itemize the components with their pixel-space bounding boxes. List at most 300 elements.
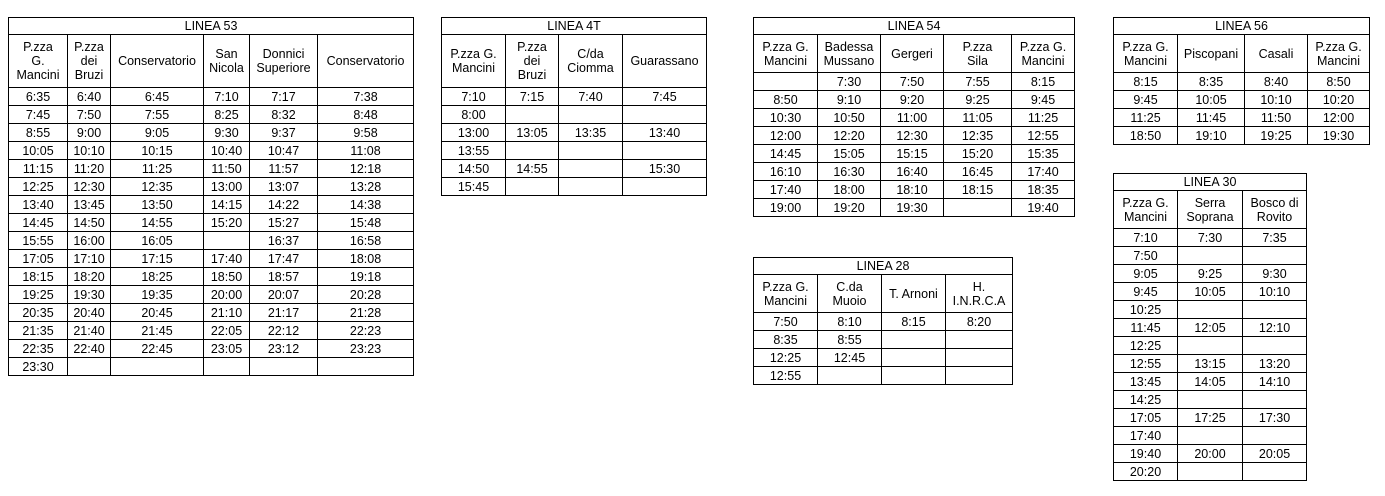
time-cell: 17:25 [1178, 409, 1243, 427]
time-cell: 12:18 [318, 160, 414, 178]
time-cell: 13:45 [1114, 373, 1178, 391]
time-cell [559, 142, 623, 160]
time-cell: 9:25 [944, 91, 1012, 109]
stop-header: Conservatorio [318, 35, 414, 88]
time-cell [559, 178, 623, 196]
time-cell: 8:15 [1012, 73, 1075, 91]
time-cell: 13:07 [250, 178, 318, 196]
table-row [1114, 337, 1307, 355]
time-cell: 12:05 [1178, 319, 1243, 337]
timetable-linea-53 [8, 17, 414, 376]
time-cell: 10:10 [1243, 283, 1307, 301]
time-cell: 12:25 [754, 349, 818, 367]
table-row [1114, 373, 1307, 391]
table-row [1114, 229, 1307, 247]
time-cell [204, 232, 250, 250]
table-row [9, 340, 414, 358]
time-cell: 7:10 [204, 88, 250, 106]
time-cell: 19:25 [9, 286, 68, 304]
time-cell: 11:20 [68, 160, 111, 178]
time-cell: 17:10 [68, 250, 111, 268]
time-cell: 20:00 [204, 286, 250, 304]
stop-header: P.zza G. Mancini [754, 275, 818, 313]
time-cell: 13:05 [506, 124, 559, 142]
time-cell: 19:10 [1178, 127, 1245, 145]
time-cell: 17:40 [1114, 427, 1178, 445]
time-cell: 8:50 [1308, 73, 1370, 91]
time-cell: 12:55 [1012, 127, 1075, 145]
table-row [9, 304, 414, 322]
table-row [1114, 445, 1307, 463]
stop-header: T. Arnoni [882, 275, 946, 313]
time-cell: 12:30 [68, 178, 111, 196]
timetable-linea-54 [753, 17, 1075, 217]
time-cell [818, 367, 882, 385]
time-cell [1243, 337, 1307, 355]
time-cell: 16:58 [318, 232, 414, 250]
time-cell: 16:10 [754, 163, 818, 181]
time-cell: 18:15 [944, 181, 1012, 199]
time-cell: 17:40 [204, 250, 250, 268]
time-cell: 7:45 [623, 88, 707, 106]
time-cell [559, 106, 623, 124]
table-row [1114, 355, 1307, 373]
time-cell: 13:35 [559, 124, 623, 142]
time-cell [1178, 463, 1243, 481]
table-row [442, 178, 707, 196]
table-row [1114, 463, 1307, 481]
table-title: LINEA 4T [442, 18, 707, 35]
table-row [442, 160, 707, 178]
table-row [1114, 127, 1370, 145]
time-cell: 18:35 [1012, 181, 1075, 199]
time-cell: 10:05 [1178, 91, 1245, 109]
time-cell: 10:30 [754, 109, 818, 127]
time-cell [1243, 463, 1307, 481]
stop-header: Conservatorio [111, 35, 204, 88]
time-cell: 20:20 [1114, 463, 1178, 481]
time-cell: 8:32 [250, 106, 318, 124]
table-row [754, 163, 1075, 181]
time-cell: 20:05 [1243, 445, 1307, 463]
time-cell: 8:25 [204, 106, 250, 124]
stop-header: Gergeri [881, 35, 944, 73]
time-cell: 10:50 [818, 109, 881, 127]
time-cell: 7:40 [559, 88, 623, 106]
time-cell: 8:20 [946, 313, 1013, 331]
time-cell: 12:20 [818, 127, 881, 145]
table-row [1114, 283, 1307, 301]
time-cell: 21:35 [9, 322, 68, 340]
time-cell: 22:45 [111, 340, 204, 358]
time-cell [1243, 391, 1307, 409]
time-cell: 15:55 [9, 232, 68, 250]
table-row [754, 349, 1013, 367]
time-cell: 14:45 [9, 214, 68, 232]
time-cell: 7:45 [9, 106, 68, 124]
timetable-linea-4t [441, 17, 707, 196]
time-cell: 16:00 [68, 232, 111, 250]
table-row [9, 286, 414, 304]
time-cell: 9:45 [1012, 91, 1075, 109]
time-cell [1243, 301, 1307, 319]
time-cell: 18:20 [68, 268, 111, 286]
time-cell: 10:20 [1308, 91, 1370, 109]
time-cell: 7:30 [1178, 229, 1243, 247]
stop-header: C/da Ciomma [559, 35, 623, 88]
stop-header: P.zza G. Mancini [9, 35, 68, 88]
time-cell: 8:00 [442, 106, 506, 124]
time-cell: 19:35 [111, 286, 204, 304]
time-cell: 17:40 [754, 181, 818, 199]
time-cell: 16:30 [818, 163, 881, 181]
time-cell: 18:08 [318, 250, 414, 268]
time-cell: 8:15 [882, 313, 946, 331]
table-row [1114, 73, 1370, 91]
time-cell: 10:25 [1114, 301, 1178, 319]
time-cell: 11:45 [1114, 319, 1178, 337]
time-cell: 10:47 [250, 142, 318, 160]
time-cell: 6:40 [68, 88, 111, 106]
time-cell: 14:10 [1243, 373, 1307, 391]
time-cell: 14:50 [442, 160, 506, 178]
time-cell [1178, 427, 1243, 445]
time-cell: 14:55 [506, 160, 559, 178]
time-cell: 21:10 [204, 304, 250, 322]
table-row [9, 232, 414, 250]
time-cell: 14:05 [1178, 373, 1243, 391]
time-cell: 7:50 [68, 106, 111, 124]
time-cell [68, 358, 111, 376]
time-cell: 14:55 [111, 214, 204, 232]
time-cell: 11:45 [1178, 109, 1245, 127]
stop-header: Piscopani [1178, 35, 1245, 73]
time-cell: 16:05 [111, 232, 204, 250]
time-cell: 9:20 [881, 91, 944, 109]
time-cell [754, 73, 818, 91]
stop-header: Guarassano [623, 35, 707, 88]
time-cell: 22:23 [318, 322, 414, 340]
table-row [754, 199, 1075, 217]
time-cell: 7:55 [944, 73, 1012, 91]
table-row [1114, 319, 1307, 337]
time-cell: 19:18 [318, 268, 414, 286]
time-cell: 20:40 [68, 304, 111, 322]
time-cell [623, 106, 707, 124]
time-cell: 20:45 [111, 304, 204, 322]
table-row [9, 88, 414, 106]
time-cell: 20:35 [9, 304, 68, 322]
stop-header: P.zza G. Mancini [1114, 35, 1178, 73]
time-cell: 13:15 [1178, 355, 1243, 373]
time-cell: 18:10 [881, 181, 944, 199]
table-row [9, 160, 414, 178]
time-cell: 9:05 [1114, 265, 1178, 283]
time-cell: 11:25 [1114, 109, 1178, 127]
time-cell: 16:45 [944, 163, 1012, 181]
time-cell: 8:55 [818, 331, 882, 349]
time-cell: 11:15 [9, 160, 68, 178]
time-cell: 13:50 [111, 196, 204, 214]
time-cell: 19:20 [818, 199, 881, 217]
time-cell: 8:50 [754, 91, 818, 109]
time-cell: 13:00 [442, 124, 506, 142]
time-cell: 7:50 [881, 73, 944, 91]
time-cell: 18:15 [9, 268, 68, 286]
table-row [754, 145, 1075, 163]
time-cell: 19:30 [1308, 127, 1370, 145]
time-cell: 15:15 [881, 145, 944, 163]
time-cell: 8:15 [1114, 73, 1178, 91]
table-row [442, 124, 707, 142]
time-cell: 6:35 [9, 88, 68, 106]
time-cell [623, 142, 707, 160]
time-cell: 10:10 [1245, 91, 1308, 109]
time-cell [946, 331, 1013, 349]
time-cell: 22:05 [204, 322, 250, 340]
stop-header: P.zza G. Mancini [1114, 191, 1178, 229]
time-cell: 23:30 [9, 358, 68, 376]
table-row [754, 331, 1013, 349]
table-row [9, 250, 414, 268]
table-row [442, 106, 707, 124]
stop-header: San Nicola [204, 35, 250, 88]
table-title: LINEA 56 [1114, 18, 1370, 35]
time-cell: 12:55 [1114, 355, 1178, 373]
table-row [1114, 91, 1370, 109]
time-cell: 7:17 [250, 88, 318, 106]
time-cell: 11:50 [1245, 109, 1308, 127]
time-cell: 13:40 [9, 196, 68, 214]
stop-header: P.zza G. Mancini [1012, 35, 1075, 73]
stop-header: P.zza dei Bruzi [506, 35, 559, 88]
time-cell: 12:45 [818, 349, 882, 367]
time-cell: 15:30 [623, 160, 707, 178]
time-cell [882, 331, 946, 349]
time-cell: 21:28 [318, 304, 414, 322]
stop-header: P.zza G. Mancini [442, 35, 506, 88]
time-cell: 15:05 [818, 145, 881, 163]
table-row [9, 214, 414, 232]
stop-header: Serra Soprana [1178, 191, 1243, 229]
time-cell [946, 367, 1013, 385]
table-row [9, 322, 414, 340]
time-cell: 14:15 [204, 196, 250, 214]
stop-header: Casali [1245, 35, 1308, 73]
time-cell [944, 199, 1012, 217]
time-cell: 9:45 [1114, 91, 1178, 109]
time-cell: 9:45 [1114, 283, 1178, 301]
time-cell: 13:45 [68, 196, 111, 214]
time-cell: 18:00 [818, 181, 881, 199]
table-row [1114, 391, 1307, 409]
time-cell: 23:23 [318, 340, 414, 358]
time-cell [946, 349, 1013, 367]
table-title: LINEA 54 [754, 18, 1075, 35]
table-row [1114, 247, 1307, 265]
time-cell: 9:00 [68, 124, 111, 142]
table-row [1114, 409, 1307, 427]
time-cell: 12:00 [754, 127, 818, 145]
time-cell: 14:38 [318, 196, 414, 214]
time-cell [506, 178, 559, 196]
time-cell: 7:30 [818, 73, 881, 91]
time-cell [882, 349, 946, 367]
time-cell: 9:30 [204, 124, 250, 142]
time-cell: 23:05 [204, 340, 250, 358]
time-cell: 9:25 [1178, 265, 1243, 283]
time-cell: 11:50 [204, 160, 250, 178]
time-cell [250, 358, 318, 376]
time-cell [1243, 247, 1307, 265]
time-cell: 22:35 [9, 340, 68, 358]
time-cell [111, 358, 204, 376]
time-cell: 9:58 [318, 124, 414, 142]
time-cell: 7:15 [506, 88, 559, 106]
time-cell: 7:10 [442, 88, 506, 106]
time-cell: 7:50 [1114, 247, 1178, 265]
time-cell: 12:35 [944, 127, 1012, 145]
time-cell: 12:55 [754, 367, 818, 385]
time-cell: 7:38 [318, 88, 414, 106]
time-cell: 7:10 [1114, 229, 1178, 247]
table-row [1114, 427, 1307, 445]
stop-header: Bosco di Rovito [1243, 191, 1307, 229]
time-cell: 14:25 [1114, 391, 1178, 409]
table-row [754, 367, 1013, 385]
time-cell: 13:20 [1243, 355, 1307, 373]
time-cell: 10:10 [68, 142, 111, 160]
time-cell: 12:25 [9, 178, 68, 196]
table-row [754, 73, 1075, 91]
time-cell [1178, 391, 1243, 409]
time-cell: 11:05 [944, 109, 1012, 127]
stop-header: P.zza G. Mancini [754, 35, 818, 73]
time-cell: 13:28 [318, 178, 414, 196]
table-title: LINEA 30 [1114, 174, 1307, 191]
time-cell [1178, 247, 1243, 265]
time-cell [1178, 301, 1243, 319]
time-cell: 10:05 [9, 142, 68, 160]
time-cell: 18:50 [1114, 127, 1178, 145]
time-cell [1243, 427, 1307, 445]
time-cell: 23:12 [250, 340, 318, 358]
time-cell: 13:40 [623, 124, 707, 142]
time-cell: 12:10 [1243, 319, 1307, 337]
time-cell [506, 106, 559, 124]
time-cell: 20:00 [1178, 445, 1243, 463]
time-cell: 19:00 [754, 199, 818, 217]
time-cell: 10:05 [1178, 283, 1243, 301]
time-cell [623, 178, 707, 196]
time-cell: 17:05 [9, 250, 68, 268]
time-cell: 15:35 [1012, 145, 1075, 163]
table-row [754, 91, 1075, 109]
table-title: LINEA 53 [9, 18, 414, 35]
time-cell: 20:28 [318, 286, 414, 304]
table-row [1114, 109, 1370, 127]
time-cell: 21:45 [111, 322, 204, 340]
time-cell: 19:30 [881, 199, 944, 217]
time-cell: 17:15 [111, 250, 204, 268]
time-cell: 18:25 [111, 268, 204, 286]
table-row [9, 124, 414, 142]
time-cell: 8:55 [9, 124, 68, 142]
timetable-linea-30 [1113, 173, 1307, 481]
table-row [9, 106, 414, 124]
time-cell: 11:57 [250, 160, 318, 178]
time-cell: 16:40 [881, 163, 944, 181]
time-cell: 11:08 [318, 142, 414, 160]
table-row [9, 358, 414, 376]
table-row [1114, 301, 1307, 319]
time-cell [882, 367, 946, 385]
time-cell: 22:12 [250, 322, 318, 340]
time-cell: 18:50 [204, 268, 250, 286]
time-cell: 7:35 [1243, 229, 1307, 247]
table-row [442, 88, 707, 106]
time-cell: 12:25 [1114, 337, 1178, 355]
table-row [754, 127, 1075, 145]
time-cell: 9:30 [1243, 265, 1307, 283]
stop-header: C.da Muoio [818, 275, 882, 313]
time-cell: 7:50 [754, 313, 818, 331]
time-cell: 18:57 [250, 268, 318, 286]
time-cell: 7:55 [111, 106, 204, 124]
time-cell: 10:40 [204, 142, 250, 160]
time-cell [318, 358, 414, 376]
table-title: LINEA 28 [754, 258, 1013, 275]
stop-header: H. I.N.R.C.A [946, 275, 1013, 313]
time-cell: 19:40 [1114, 445, 1178, 463]
time-cell: 17:47 [250, 250, 318, 268]
time-cell [559, 160, 623, 178]
time-cell: 15:48 [318, 214, 414, 232]
time-cell: 8:35 [1178, 73, 1245, 91]
time-cell: 19:40 [1012, 199, 1075, 217]
time-cell: 17:40 [1012, 163, 1075, 181]
stop-header: Donnici Superiore [250, 35, 318, 88]
table-row [9, 196, 414, 214]
time-cell: 17:05 [1114, 409, 1178, 427]
time-cell: 11:25 [111, 160, 204, 178]
time-cell: 14:45 [754, 145, 818, 163]
table-row [9, 142, 414, 160]
time-cell: 11:25 [1012, 109, 1075, 127]
time-cell [506, 142, 559, 160]
stop-header: P.zza Sila [944, 35, 1012, 73]
time-cell: 9:37 [250, 124, 318, 142]
stop-header: P.zza dei Bruzi [68, 35, 111, 88]
table-row [442, 142, 707, 160]
timetable-linea-28 [753, 257, 1013, 385]
time-cell: 13:55 [442, 142, 506, 160]
time-cell: 8:10 [818, 313, 882, 331]
time-cell: 14:50 [68, 214, 111, 232]
time-cell [1178, 337, 1243, 355]
time-cell: 15:27 [250, 214, 318, 232]
time-cell: 15:20 [944, 145, 1012, 163]
stop-header: P.zza G. Mancini [1308, 35, 1370, 73]
table-row [9, 268, 414, 286]
table-row [1114, 265, 1307, 283]
time-cell: 17:30 [1243, 409, 1307, 427]
time-cell: 19:25 [1245, 127, 1308, 145]
time-cell: 19:30 [68, 286, 111, 304]
timetable-linea-56 [1113, 17, 1370, 145]
table-row [754, 313, 1013, 331]
time-cell: 16:37 [250, 232, 318, 250]
